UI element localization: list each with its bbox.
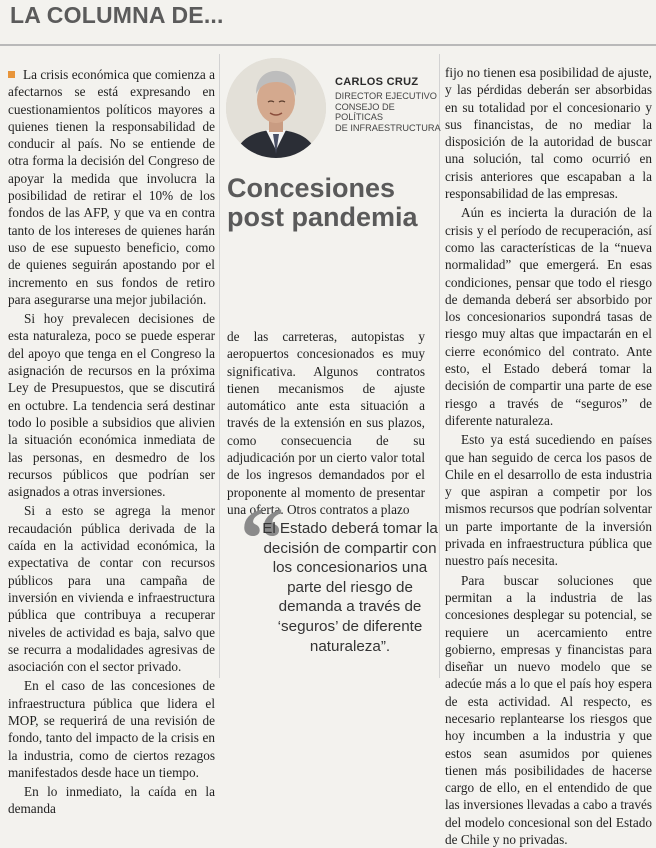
author-photo (226, 58, 326, 158)
paragraph: Esto ya está sucediendo en países que han seguido de cerca los pasos de Chile en el desarrollo de esta industria y que aspiran a competir por los mismos recursos que podrían solventar un parte importante de la inversión privada en infraestructura pública que nuestro país necesita. (445, 432, 652, 569)
title-divider (0, 44, 656, 46)
paragraph: Aún es incierta la duración de la crisis y el período de recuperación, así como las características de la “nueva normalidad” que emergerá. En esas condiciones, pensar que todo el riesgo de demanda deberá ser absorbido por los concesionarios supondrá tasas de riesgo muy altas que impactarán en el cierre económico del contrato. Ante esto, el Estado deberá tomar la decisión de compartir una parte de ese riesgo a través de “seguros” de diferente naturaleza. (445, 205, 652, 428)
column-divider-right (439, 54, 440, 678)
paragraph: En el caso de las concesiones de infraestructura pública que lidera el MOP, se requerirá de una revisión de fondo, tanto del impacto de la crisis en la industria, como de ciertos rezagos manifestados desde hace un tiempo. (8, 678, 215, 780)
article-column-2 (227, 328, 425, 518)
paragraph: Si a esto se agrega la menor recaudación pública derivada de la caída en la actividad económica, la expectativa de contar con recursos públicos para una campaña de inversión en vivienda e infraestructura pública que contribuya a recuperar niveles de actividad es baja, salvo que se recurra a modalidades agresivas de asociación con el sector privado. (8, 503, 215, 675)
article-headline: Concesiones post pandemia (227, 173, 418, 232)
orange-square-bullet-icon (8, 71, 15, 78)
paragraph: Para buscar soluciones que permitan a la industria de las concesiones desplegar su potencial, se requiere un acercamiento entre gobierno, empresas y financistas para diseñar un nuevo modelo que se adecúe más a lo que el país hoy espera de esta actividad. Al respecto, es necesario replantearse los riesgos que hoy incumben a la industria y que estos sean asumidos por quienes tienen más posibilidades de hacerse cargo de ello, en el entendido de que las inversiones llevadas a cabo a través del modelo concesional son del Estado de Chile y no privadas. (445, 572, 652, 848)
article-column-1 (8, 66, 215, 818)
author-name: CARLOS CRUZ (335, 76, 419, 88)
pull-quote: El Estado deberá tomar la decisión de compartir con los concesionarios una parte del riesgo de demanda a través de ‘seguros’ de diferente naturaleza”. (262, 520, 438, 655)
paragraph: de las carreteras, autopistas y aeropuertos concesionados es muy significativa. Algunos contratos tienen mecanismos de ajuste automático ante esta situación a través de la extensión en sus plazos, como consecuencia de su adjudicación por un cierto valor total de los ingresos demandados por el proponente al momento de presentar una oferta. Otros contratos a plazo (227, 329, 425, 517)
section-title: LA COLUMNA DE... (10, 2, 224, 28)
paragraph: fijo no tienen esa posibilidad de ajuste, y las pérdidas deberán ser absorbidas en su totalidad por el concesionario y sus financistas, de no mediar la disposición de la autoridad de buscar una solución, tal como ocurrió en crisis anteriores que escapaban a la responsabilidad de las empresas. (445, 65, 652, 202)
author-role: DIRECTOR EJECUTIVO CONSEJO DE POLÍTICAS DE INFRAESTRUCTURA (335, 91, 441, 133)
quote-mark-icon: “ (240, 491, 284, 588)
article-column-3 (445, 64, 652, 848)
paragraph: La crisis económica que comienza a afectarnos se está expresando en cuestionamientos políticos mayores a quienes tienen la responsabilidad de conducir al país. No se entiende de otra forma la decisión del Congreso de apoyar la medida que involucra la posibilidad de retirar el 10% de los fondos de las AFP, y que va en contra tanto de los intereses de quienes harán uso de ese supuesto beneficio, como de quienes seguirán apostando por el incremento en sus fondos de retiro para asegurarse una mejor jubilación. (8, 67, 215, 307)
paragraph: Si hoy prevalecen decisiones de esta naturaleza, poco se puede esperar del apoyo que tenga en el Congreso la asignación de recursos en la próxima Ley de Presupuestos, que se discutirá en octubre. La tendencia será destinar todo lo posible a subsidios que alivien la situación económica inmediata de las personas, en desmedro de los recursos públicos que podrían ser asignados a otras inversiones. (8, 311, 215, 500)
column-divider-left (219, 54, 220, 678)
paragraph: En lo inmediato, la caída en la demanda (8, 784, 215, 817)
